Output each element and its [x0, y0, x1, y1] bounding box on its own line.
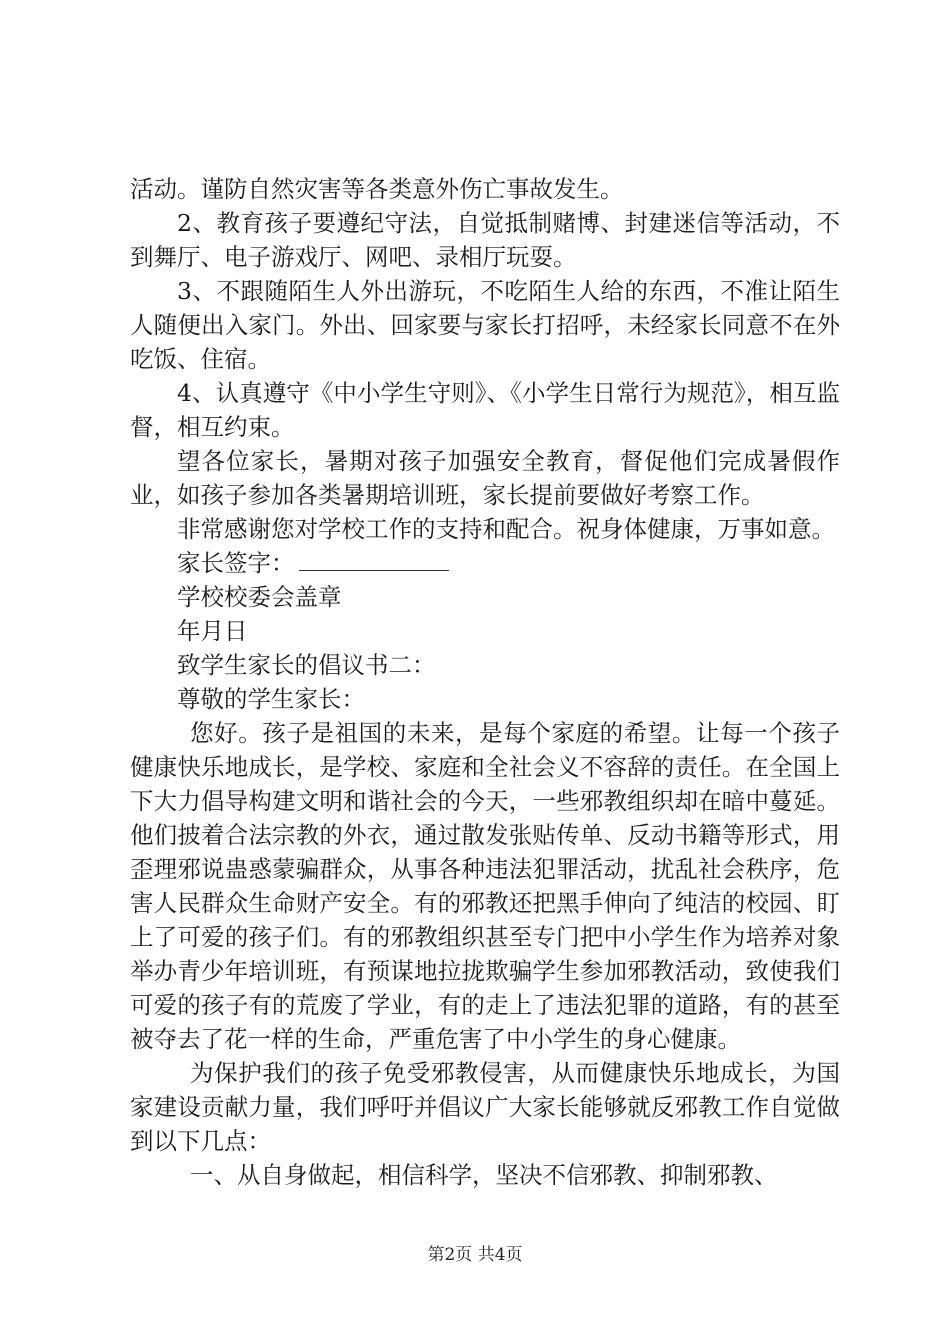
page-footer: 第2页 共4页: [427, 1245, 523, 1265]
section-title-proposal-two: 致学生家长的倡议书二：: [177, 651, 436, 679]
paragraph-item-4: 4、认真遵守《中小学生守则》、《小学生日常行为规范》，相互监督，相互约束。: [130, 379, 840, 441]
signature-blank: [299, 548, 449, 571]
paragraph-call-to-action: 为保护我们的孩子免受邪教侵害，从而健康快乐地成长，为国家建设贡献力量，我们呼吁并倡议广大家长能够就反邪教工作自觉做到以下几点：: [130, 1059, 840, 1155]
signature-label: 家长签字：: [177, 549, 295, 577]
paragraph-activity-end: 活动。谨防自然灾害等各类意外伤亡事故发生。: [130, 175, 624, 203]
paragraph-item-3: 3、不跟随陌生人外出游玩，不吃陌生人给的东西，不准让陌生人随便出入家门。外出、回家要与家长打招呼，未经家长同意不在外吃饭、住宿。: [130, 277, 840, 373]
date-line: 年月日: [177, 617, 248, 645]
paragraph-summer-reminder: 望各位家长，暑期对孩子加强安全教育，督促他们完成暑假作业，如孩子参加各类暑期培训班，家长提前要做好考察工作。: [130, 447, 840, 509]
paragraph-item-2: 2、教育孩子要遵纪守法，自觉抵制赌博、封建迷信等活动，不到舞厅、电子游戏厅、网吧、录相厅玩耍。: [130, 209, 840, 271]
paragraph-greeting-body: 您好。孩子是祖国的未来，是每个家庭的希望。让每一个孩子健康快乐地成长，是学校、家庭和全社会义不容辞的责任。在全国上下大力倡导构建文明和谐社会的今天，一些邪教组织却在暗中蔓延。他们披着合法宗教的外衣，通过散发张贴传单、反动书籍等形式，用歪理邪说蛊惑蒙骗群众，从事各种违法犯罪活动，扰乱社会秩序，危害人民群众生命财产安全。有的邪教还把黑手伸向了纯洁的校园、盯上了可爱的孩子们。有的邪教组织甚至专门把中小学生作为培养对象举办青少年培训班，有预谋地拉拢欺骗学生参加邪教活动，致使我们可爱的孩子有的荒废了学业，有的走上了违法犯罪的道路，有的甚至被夺去了花一样的生命，严重危害了中小学生的身心健康。: [130, 719, 840, 1053]
paragraph-point-one: 一、从自身做起，相信科学，坚决不信邪教、抑制邪教、: [190, 1161, 778, 1189]
school-seal-line: 学校校委会盖章: [177, 583, 342, 611]
paragraph-thanks: 非常感谢您对学校工作的支持和配合。祝身体健康，万事如意。: [177, 515, 835, 543]
parent-signature-line: [130, 546, 840, 580]
salutation: 尊敬的学生家长：: [177, 685, 365, 713]
document-body: [130, 172, 840, 1192]
